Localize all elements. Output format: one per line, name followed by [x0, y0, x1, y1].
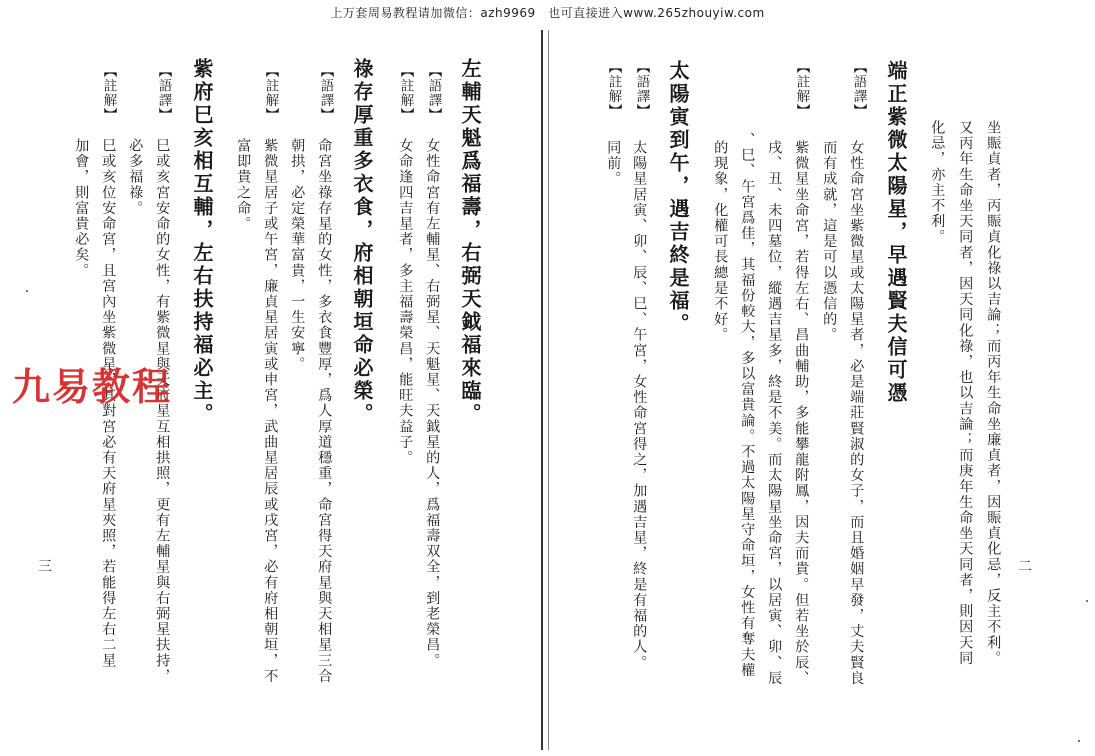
text-column: 、巳、午宮爲佳，其福份較大，多以富貴論。不過太陽星守命垣，女性有奪夫權 — [739, 132, 756, 678]
scan-speck — [1078, 740, 1080, 742]
verse-title: 端正紫微太陽星，早遇賢夫信可憑 — [884, 60, 908, 405]
verse-title: 左輔天魁爲福壽，右弼天鉞福來臨。 — [458, 58, 482, 426]
text-column: 而有成就，這是可以憑信的。 — [821, 140, 838, 343]
text-column: 女性命宮坐紫微星或太陽星者，必是端莊賢淑的女子，而且婚姻早發，丈夫賢良 — [848, 140, 865, 686]
section-label: 【語譯】 — [633, 60, 650, 118]
text-column: 必多福祿。 — [127, 138, 144, 216]
section-label: 【註解】 — [262, 64, 279, 122]
text-column: 巳或亥位安命宮，且宮內坐紫微星，其對宮必有天府星夾照，若能得左右二星 — [100, 138, 117, 669]
section-label: 【註解】 — [100, 64, 117, 122]
text-column: 朝拱，必定榮華富貴，一生安寧。 — [289, 138, 306, 372]
verse-title: 紫府巳亥相互輔，左右扶持福必主。 — [190, 58, 214, 426]
text-column: 坐賑貞者，丙賑貞化祿以吉論；而丙年生命坐廉貞者，因賑貞化忌，反主不利。 — [985, 120, 1002, 666]
left-page-number: 三 — [38, 559, 52, 575]
text-column: 紫微星居子或午宮，廉貞星居寅或申宮，武曲星居辰或戌宮，必有府相朝垣，不 — [262, 138, 279, 684]
text-column: 的現象，化權可長總是不好。 — [712, 140, 729, 343]
page-header: 上万套周易教程请加微信：azh9969 也可直接进入www.265zhouyiw.com — [330, 6, 765, 20]
text-column: 紫微星坐命宮，若得左右、昌曲輔助，多能攀龍附鳳，因夫而貴。但若坐於辰、 — [793, 140, 810, 686]
book-spine-shadow — [548, 30, 549, 750]
section-label: 【語譯】 — [155, 64, 172, 122]
verse-title: 太陽寅到午，遇吉終是福。 — [666, 60, 690, 336]
text-column: 命宮坐祿存星的女性，多衣食豐厚，爲人厚道穩重，命宮得天府星與天相星三合 — [316, 138, 333, 684]
text-column: 女命逢四吉星者，多主福壽榮昌，能旺夫益子。 — [397, 138, 414, 466]
scan-speck — [1086, 600, 1088, 602]
text-column: 太陽星居寅、卯、辰、巳、午宮，女性命宮得之，加遇吉星，終是有福的人。 — [631, 140, 648, 671]
text-column: 富即貴之命。 — [235, 138, 252, 232]
section-label: 【語譯】 — [317, 64, 334, 122]
section-label: 【註解】 — [793, 60, 810, 118]
section-label: 【語譯】 — [850, 60, 867, 118]
text-column: 化忌，亦主不利。 — [929, 120, 946, 245]
text-column: 戌、丑、未四墓位，縱遇吉星多，終是不美。而太陽星坐命宮，以居寅、卯、辰 — [766, 140, 783, 686]
text-column: 巳或亥宮安命的女性，有紫微星與天府星互相拱照，更有左輔星與右弼星扶持， — [154, 138, 171, 684]
section-label: 【註解】 — [605, 60, 622, 118]
text-column: 又丙年生命坐天同者，因天同化祿，也以吉論；而庚年生命坐天同者，則因天同 — [957, 120, 974, 666]
section-label: 【註解】 — [397, 64, 414, 122]
text-column: 加會，則富貴必矣。 — [73, 138, 90, 279]
text-column: 女性命宮有左輔星、右弼星、天魁星、天鉞星的人，爲福壽双全，到老榮昌。 — [424, 138, 441, 669]
right-page-number: 二 — [1018, 559, 1032, 575]
verse-title: 祿存厚重多衣食，府相朝垣命必榮。 — [350, 58, 374, 426]
scan-speck — [26, 290, 28, 292]
watermark-logo: 九易教程 — [12, 365, 173, 409]
text-column: 同前。 — [605, 140, 622, 187]
section-label: 【語譯】 — [425, 64, 442, 122]
book-spine — [541, 30, 543, 750]
